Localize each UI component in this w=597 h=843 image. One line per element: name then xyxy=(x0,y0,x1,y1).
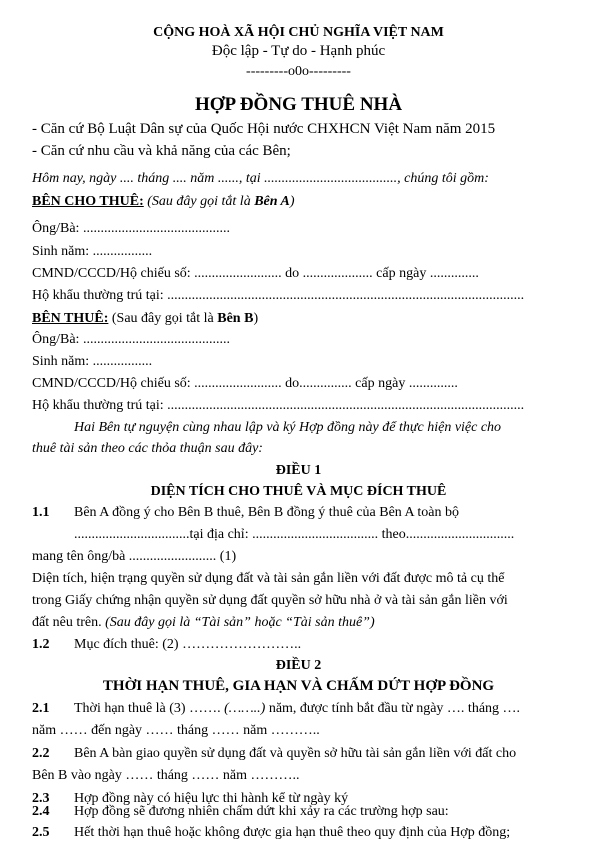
clause-1-2-text: Mục đích thuê: (2) …………………….. xyxy=(74,637,302,652)
national-motto: Độc lập - Tự do - Hạnh phúc xyxy=(211,43,386,59)
clause-2-1-part-b: (……..) xyxy=(224,701,266,716)
party-a-id: CMND/CCCD/Hộ chiếu số: ......................... do .................... cấp ngày .............. xyxy=(32,266,479,281)
clause-1-1-last-plain: đất nêu trên. xyxy=(32,615,106,630)
agreement-line-1: Hai Bên tự nguyện cùng nhau lập và ký Hợp đồng này để thực hiện việc cho xyxy=(74,420,502,435)
clause-2-5-text: Hết thời hạn thuê hoặc không được gia hạn thuê theo quy định của Hợp đồng; xyxy=(74,825,511,840)
party-b-birth: Sinh năm: ................. xyxy=(32,354,153,369)
contract-title: HỢP ĐỒNG THUÊ NHÀ xyxy=(194,94,403,115)
party-b-alias: Bên B xyxy=(217,311,254,326)
intro-line: Hôm nay, ngày .... tháng .... năm ......, tại ......................................, chúng tôi gồm: xyxy=(32,171,489,186)
clause-2-2-line-2: Bên B vào ngày …… tháng …… năm ……….. xyxy=(32,768,300,783)
article-2-title: THỜI HẠN THUÊ, GIA HẠN VÀ CHẤM DỨT HỢP ĐỒNG xyxy=(102,678,495,694)
party-a-birth: Sinh năm: ................. xyxy=(32,244,153,259)
party-a-heading xyxy=(32,193,295,210)
clause-2-1-number: 2.1 xyxy=(32,701,50,716)
clause-1-1-number: 1.1 xyxy=(32,505,50,520)
clause-1-1-last-italic: (Sau đây gọi là “Tài sản” hoặc “Tài sản thuê”) xyxy=(105,615,375,630)
party-a-note-prefix: (Sau đây gọi tắt là xyxy=(143,194,255,209)
clause-2-1-part-a: Thời hạn thuê là (3) ……. xyxy=(74,701,225,716)
clause-1-1-line-3: mang tên ông/bà ......................... (1) xyxy=(32,549,237,564)
party-b-label: BÊN THUÊ: xyxy=(32,311,109,326)
party-b-note-prefix: (Sau đây gọi tắt là xyxy=(108,311,218,326)
clause-2-1-line-1 xyxy=(74,700,520,717)
clause-1-2-number: 1.2 xyxy=(32,637,50,652)
country-name: CỘNG HOÀ XÃ HỘI CHỦ NGHĨA VIỆT NAM xyxy=(153,25,444,40)
clause-2-3-text: Hợp đồng này có hiệu lực thi hành kể từ ngày ký xyxy=(74,791,349,806)
agreement-line-2: thuê tài sản theo các thỏa thuận sau đây: xyxy=(32,441,263,456)
clause-2-1-line-2: năm …… đến ngày …… tháng …… năm ……….. xyxy=(32,723,320,738)
clause-2-3-number: 2.3 xyxy=(32,791,50,806)
article-2-label: ĐIỀU 2 xyxy=(275,658,322,673)
party-b-name: Ông/Bà: .......................................... xyxy=(32,332,230,347)
clause-2-5-number: 2.5 xyxy=(32,825,50,840)
party-a-label: BÊN CHO THUÊ: xyxy=(32,194,144,209)
article-1-label: ĐIỀU 1 xyxy=(275,463,322,478)
header-separator: ---------o0o--------- xyxy=(246,64,351,79)
clause-1-1-line-2: .................................tại địa chỉ: .................................... theo............................... xyxy=(74,527,515,542)
clause-2-2-line-1: Bên A bàn giao quyền sử dụng đất và quyền sở hữu tài sản gắn liền với đất cho xyxy=(74,746,517,761)
clause-2-4-number: 2.4 xyxy=(32,804,50,819)
party-b-id: CMND/CCCD/Hộ chiếu số: ......................... do............... cấp ngày .............. xyxy=(32,376,458,391)
party-b-note-suffix: ) xyxy=(253,311,259,326)
clause-2-1-part-c: năm, được tính bắt đầu từ ngày …. tháng …. xyxy=(265,701,521,716)
article-1-title: DIỆN TÍCH CHO THUÊ VÀ MỤC ĐÍCH THUÊ xyxy=(150,484,447,499)
clause-1-1-line-4: Diện tích, hiện trạng quyền sử dụng đất và tài sản gắn liền với đất được mô tả cụ thể xyxy=(32,571,505,586)
party-a-residence: Hộ khẩu thường trú tại: ...................................................................................................... xyxy=(32,288,525,303)
party-b-heading xyxy=(32,310,258,327)
clause-2-4-text: Hợp đồng sẽ đương nhiên chấm dứt khi xảy ra các trường hợp sau: xyxy=(74,804,449,819)
clause-1-1-line-5: trong Giấy chứng nhận quyền sử dụng đất quyền sở hữu nhà ở và tài sản gắn liền với xyxy=(32,593,508,608)
party-a-note-suffix: ) xyxy=(289,194,295,209)
legal-basis-2: - Căn cứ nhu cầu và khả năng của các Bên; xyxy=(32,143,291,159)
party-b-residence: Hộ khẩu thường trú tại: ...................................................................................................... xyxy=(32,398,525,413)
party-a-alias: Bên A xyxy=(254,194,290,209)
clause-2-2-number: 2.2 xyxy=(32,746,50,761)
legal-basis-1: - Căn cứ Bộ Luật Dân sự của Quốc Hội nước CHXHCN Việt Nam năm 2015 xyxy=(32,121,496,137)
clause-1-1-line-1: Bên A đồng ý cho Bên B thuê, Bên B đồng ý thuê của Bên A toàn bộ xyxy=(74,505,459,520)
clause-1-1-line-6 xyxy=(32,614,375,631)
party-a-name: Ông/Bà: .......................................... xyxy=(32,221,230,236)
